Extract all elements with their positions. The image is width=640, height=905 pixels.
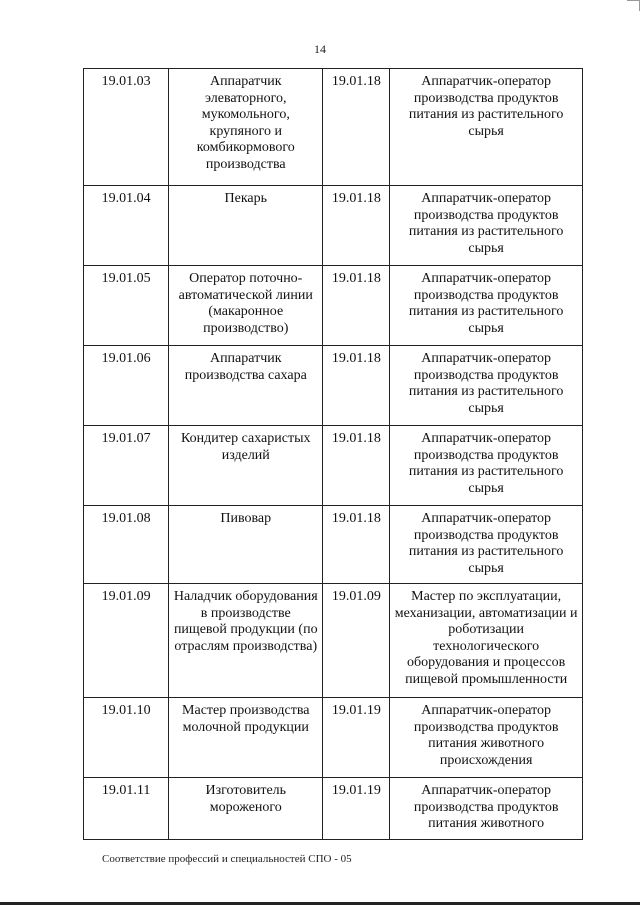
table-row	[84, 266, 583, 346]
table-row	[84, 584, 583, 698]
specialty-name: Мастер по эксплуатации, механизации, автоматизации и роботизации технологического оборудования и процессов пищевой промышленности	[390, 584, 583, 698]
profession-code: 19.01.03	[84, 69, 169, 186]
table-body	[84, 69, 583, 840]
profession-code: 19.01.04	[84, 186, 169, 266]
specialty-code: 19.01.18	[323, 506, 390, 584]
specialty-name: Аппаратчик-оператор производства продуктов питания из растительного сырья	[390, 426, 583, 506]
specialty-name: Аппаратчик-оператор производства продуктов питания из растительного сырья	[390, 69, 583, 186]
specialty-code: 19.01.18	[323, 346, 390, 426]
specialty-name: Аппаратчик-оператор производства продуктов питания из растительного сырья	[390, 266, 583, 346]
specialty-code: 19.01.19	[323, 778, 390, 840]
document-footer: Соответствие профессий и специальностей СПО - 05	[102, 853, 352, 865]
table-row	[84, 506, 583, 584]
table-row	[84, 698, 583, 778]
specialty-name: Аппаратчик-оператор производства продуктов питания из растительного сырья	[390, 346, 583, 426]
professions-table	[83, 68, 583, 840]
table-row	[84, 778, 583, 840]
profession-code: 19.01.09	[84, 584, 169, 698]
table-row	[84, 69, 583, 186]
profession-code: 19.01.11	[84, 778, 169, 840]
profession-name: Оператор поточно-автоматической линии (макаронное производство)	[169, 266, 323, 346]
profession-name: Кондитер сахаристых изделий	[169, 426, 323, 506]
profession-code: 19.01.10	[84, 698, 169, 778]
specialty-code: 19.01.18	[323, 266, 390, 346]
profession-name: Наладчик оборудования в производстве пищевой продукции (по отраслям производства)	[169, 584, 323, 698]
profession-code: 19.01.07	[84, 426, 169, 506]
specialty-name: Аппаратчик-оператор производства продуктов питания животного происхождения	[390, 698, 583, 778]
profession-name: Пекарь	[169, 186, 323, 266]
profession-code: 19.01.06	[84, 346, 169, 426]
specialty-code: 19.01.18	[323, 186, 390, 266]
specialty-code: 19.01.18	[323, 426, 390, 506]
specialty-code: 19.01.19	[323, 698, 390, 778]
profession-code: 19.01.08	[84, 506, 169, 584]
specialty-name: Аппаратчик-оператор производства продуктов питания животного	[390, 778, 583, 840]
profession-name: Аппаратчик производства сахара	[169, 346, 323, 426]
table-row	[84, 426, 583, 506]
specialty-code: 19.01.09	[323, 584, 390, 698]
profession-name: Пивовар	[169, 506, 323, 584]
profession-code: 19.01.05	[84, 266, 169, 346]
specialty-code: 19.01.18	[323, 69, 390, 186]
profession-name: Изготовитель мороженого	[169, 778, 323, 840]
specialty-name: Аппаратчик-оператор производства продуктов питания из растительного сырья	[390, 506, 583, 584]
specialty-name: Аппаратчик-оператор производства продуктов питания из растительного сырья	[390, 186, 583, 266]
page-number: 14	[314, 42, 326, 56]
table-row	[84, 346, 583, 426]
profession-name: Аппаратчик элеваторного, мукомольного, крупяного и комбикормового производства	[169, 69, 323, 186]
table-row	[84, 186, 583, 266]
profession-name: Мастер производства молочной продукции	[169, 698, 323, 778]
scan-corner-mark	[627, 0, 640, 11]
